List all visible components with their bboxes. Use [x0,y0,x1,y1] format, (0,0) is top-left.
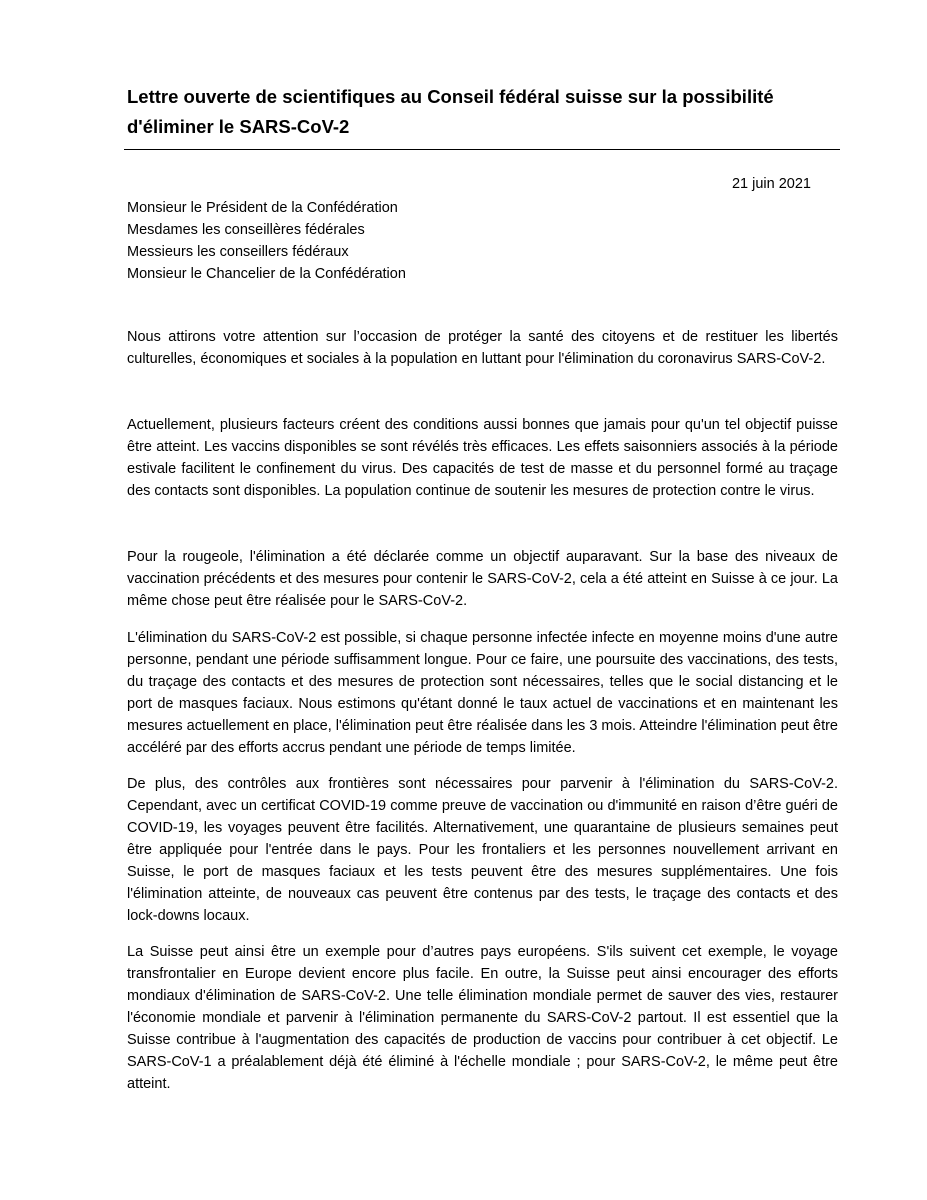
letter-date: 21 juin 2021 [731,176,811,192]
body-paragraph: La Suisse peut ainsi être un exemple pour d’autres pays européens. S'ils suivent cet exemple, le voyage transfrontalier en Europe devient encore plus facile. En outre, la Suisse peut ainsi encourager des efforts mondiaux d'élimination de SARS-CoV-2. Une telle élimination mondiale permet de sauver des vies, restaurer l'économie mondiale et parvenir à l'élimination permanente du SARS-CoV-2 partout. Il est essentiel que la Suisse contribue à l'augmentation des capacités de production de vaccins pour contribuer à cet objectif. Le SARS-CoV-1 a préalablement déjà été éliminé à l'échelle mondiale ; pour SARS-CoV-2, le même peut être atteint. [127,944,838,1092]
body-paragraph: De plus, des contrôles aux frontières sont nécessaires pour parvenir à l'élimination du SARS-CoV-2. Cependant, avec un certificat COVID-19 comme preuve de vaccination ou d'immunité en raison d’être guéri de COVID-19, les voyages peuvent être facilités. Alternativement, une quarantaine de plusieurs semaines peut être appliquée pour l'entrée dans le pays. Pour les frontaliers et les personnes nouvellement arrivant en Suisse, le port de masques faciaux et les tests peuvent être des mesures supplémentaires. Une fois l'élimination atteinte, de nouveaux cas peuvent être contenus par des tests, le traçage des contacts et des lock-downs locaux. [127,776,838,924]
body-paragraph: Pour la rougeole, l'élimination a été déclarée comme un objectif auparavant. Sur la base des niveaux de vaccination précédents et des mesures pour contenir le SARS-CoV-2, cela a été atteint en Suisse à ce jour. La même chose peut être réalisée pour le SARS-CoV-2. [127,549,838,609]
title-divider [124,149,840,150]
addressee-line: Mesdames les conseillères fédérales [127,222,365,238]
body-paragraph: L'élimination du SARS-CoV-2 est possible, si chaque personne infectée infecte en moyenne moins d'une autre personne, pendant une période suffisamment longue. Pour ce faire, une poursuite des vaccinations, des tests, du traçage des contacts et des mesures de protection sont nécessaires, telles que le social distancing et le port de masques faciaux. Nous estimons qu'étant donné le taux actuel de vaccinations et en maintenant les mesures actuellement en place, l'élimination peut être réalisée dans les 3 mois. Atteindre l'élimination peut être accéléré par des efforts accrus pendant une période de temps limitée. [127,630,838,756]
letter-title: Lettre ouverte de scientifiques au Conseil fédéral suisse sur la possibilité d'éliminer le SARS-CoV-2 [127,86,774,137]
body-paragraph: Nous attirons votre attention sur l’occasion de protéger la santé des citoyens et de restituer les libertés culturelles, économiques et sociales à la population en luttant pour l'élimination du coronavirus SARS-CoV-2. [127,329,838,367]
addressee-line: Messieurs les conseillers fédéraux [127,244,349,260]
addressee-line: Monsieur le Chancelier de la Confédération [127,266,406,282]
addressee-block [127,197,406,285]
addressee-line: Monsieur le Président de la Confédération [127,200,398,216]
body-paragraph: Actuellement, plusieurs facteurs créent des conditions aussi bonnes que jamais pour qu'un tel objectif puisse être atteint. Les vaccins disponibles se sont révélés très efficaces. Les effets saisonniers associés à la période estivale facilitent le confinement du virus. Des capacités de test de masse et du personnel formé au traçage des contacts sont disponibles. La population continue de soutenir les mesures de protection contre le virus. [127,417,838,499]
